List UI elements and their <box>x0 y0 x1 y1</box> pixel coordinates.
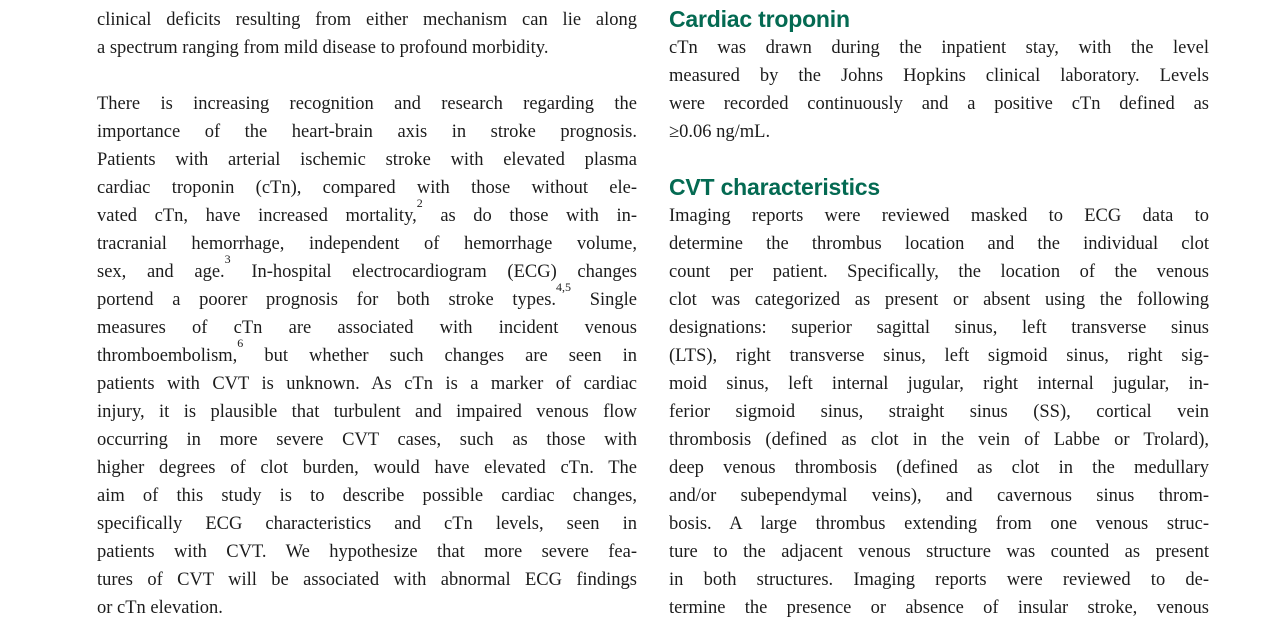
text-line: tures of CVT will be associated with abnormal ECG findings <box>97 570 637 590</box>
text-line: portend a poorer prognosis for both stroke types.$^{4,5}$ Single <box>97 279 638 310</box>
left-column <box>97 6 637 622</box>
reference-superscript: 6 <box>237 335 244 350</box>
text-line: There is increasing recognition and research regarding the <box>97 94 637 114</box>
text-line: bosis. A large thrombus extending from one venous struc- <box>669 514 1209 534</box>
text-line: Patients with arterial ischemic stroke with elevated plasma <box>97 150 637 170</box>
text-line: in both structures. Imaging reports were reviewed to de- <box>669 570 1209 590</box>
text-line: Imaging reports were reviewed masked to ECG data to <box>669 206 1209 226</box>
text-line: measures of cTn are associated with incident venous <box>97 318 637 338</box>
text-line: designations: superior sagittal sinus, left transverse sinus <box>669 318 1209 338</box>
text-line: injury, it is plausible that turbulent and impaired venous flow <box>97 402 637 422</box>
paragraph-cardiac-troponin <box>669 34 1209 146</box>
text-line: or cTn elevation. <box>97 598 223 618</box>
paragraph-cvt-characteristics <box>669 202 1209 622</box>
text-line: deep venous thrombosis (defined as clot in the medullary <box>669 458 1209 478</box>
text-line: higher degrees of clot burden, would have elevated cTn. The <box>97 458 637 478</box>
text-line: sex, and age.$^3$ In-hospital electrocardiogram (ECG) changes <box>97 251 637 282</box>
text-line: clot was categorized as present or absent using the following <box>669 290 1209 310</box>
text-line: were recorded continuously and a positive cTn defined as <box>669 94 1209 114</box>
reference-superscript: 4,5 <box>556 279 572 294</box>
text-line: (LTS), right transverse sinus, left sigmoid sinus, right sig- <box>669 346 1209 366</box>
text-line: and/or subependymal veins), and cavernous sinus throm- <box>669 486 1209 506</box>
right-column <box>669 4 1209 622</box>
text-line: thromboembolism,$^6$ but whether such changes are seen in <box>97 335 637 366</box>
text-line: cardiac troponin (cTn), compared with those without ele- <box>97 178 637 198</box>
text-line: a spectrum ranging from mild disease to profound morbidity. <box>97 38 549 58</box>
text-line: aim of this study is to describe possible cardiac changes, <box>97 486 637 506</box>
text-line: patients with CVT is unknown. As cTn is a marker of cardiac <box>97 374 637 394</box>
text-line: cTn was drawn during the inpatient stay, with the level <box>669 38 1209 58</box>
text-line: determine the thrombus location and the individual clot <box>669 234 1209 254</box>
text-line: clinical deficits resulting from either mechanism can lie along <box>97 10 637 30</box>
reference-superscript: 2 <box>416 195 423 210</box>
paragraph-intro-end <box>97 6 637 62</box>
text-line: termine the presence or absence of insular stroke, venous <box>669 598 1209 618</box>
text-line: thrombosis (defined as clot in the vein of Labbe or Trolard), <box>669 430 1209 450</box>
text-line: vated cTn, have increased mortality,$^2$ as do those with in- <box>97 195 637 226</box>
text-line: ≥0.06 ng/mL. <box>669 122 771 142</box>
text-line: moid sinus, left internal jugular, right internal jugular, in- <box>669 374 1209 394</box>
section-heading-cardiac-troponin: Cardiac troponin <box>669 6 850 32</box>
reference-superscript: 3 <box>224 251 231 266</box>
text-line: ture to the adjacent venous structure was counted as present <box>669 542 1209 562</box>
section-heading-cvt-characteristics: CVT characteristics <box>669 174 880 200</box>
text-line: tracranial hemorrhage, independent of hemorrhage volume, <box>97 234 637 254</box>
text-line: occurring in more severe CVT cases, such as those with <box>97 430 637 450</box>
text-line: ferior sigmoid sinus, straight sinus (SS), cortical vein <box>669 402 1209 422</box>
text-line: patients with CVT. We hypothesize that more severe fea- <box>97 542 637 562</box>
text-line: measured by the Johns Hopkins clinical laboratory. Levels <box>669 66 1209 86</box>
text-line: importance of the heart-brain axis in stroke prognosis. <box>97 122 637 142</box>
text-line: count per patient. Specifically, the location of the venous <box>669 262 1209 282</box>
paragraph-heart-brain-axis <box>97 90 637 622</box>
text-line: specifically ECG characteristics and cTn levels, seen in <box>97 514 637 534</box>
